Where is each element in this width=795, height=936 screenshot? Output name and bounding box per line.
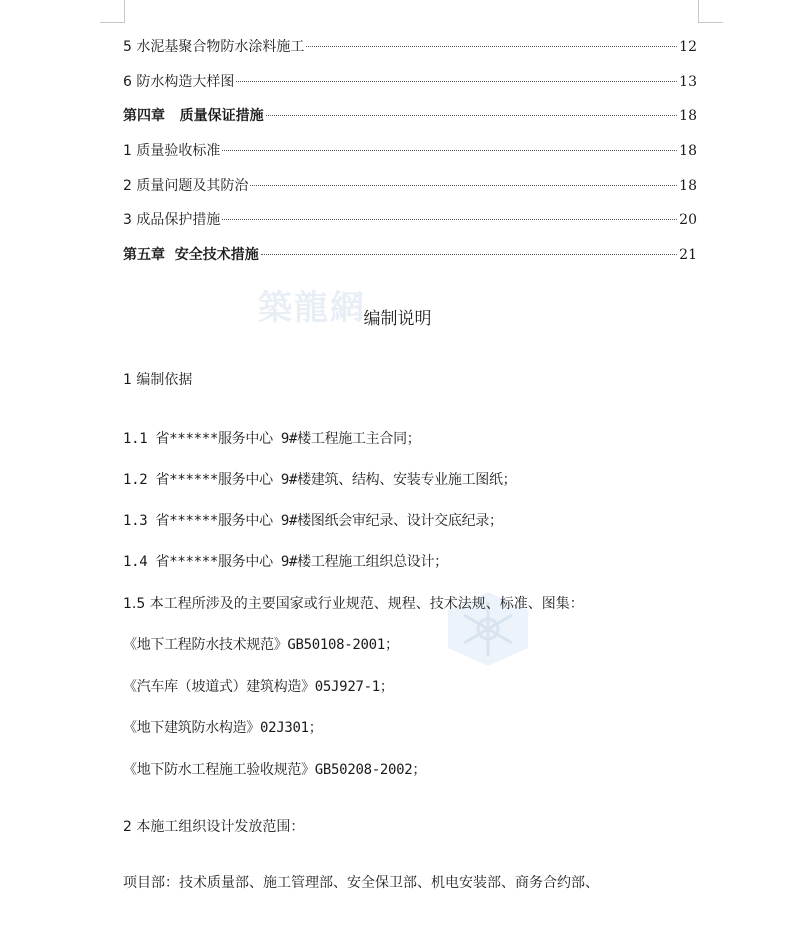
- toc-entry-page: 13: [679, 74, 697, 90]
- toc-entry[interactable]: [123, 140, 697, 160]
- page-corner-mark-right: [698, 0, 723, 23]
- toc-leader-dots: [222, 150, 677, 151]
- page-corner-mark-left: [100, 0, 125, 23]
- toc-entry-page: 18: [679, 143, 697, 159]
- toc-entry-title: 3 成品保护措施: [123, 212, 221, 228]
- toc-entry-title: 1 质量验收标准: [123, 143, 221, 159]
- standard-item: 《地下工程防水技术规范》GB50108-2001；: [123, 637, 399, 653]
- basis-item: 1.1 省******服务中心 9#楼工程施工主合同；: [123, 431, 421, 447]
- toc-entry[interactable]: [123, 105, 697, 125]
- toc-entry-page: 20: [679, 212, 697, 228]
- toc-entry-title: 6 防水构造大样图: [123, 74, 235, 90]
- toc-entry[interactable]: [123, 71, 697, 91]
- toc-entry-title: 第四章 质量保证措施: [123, 108, 264, 124]
- toc-entry[interactable]: [123, 36, 697, 56]
- basis-item: 1.2 省******服务中心 9#楼建筑、结构、安装专业施工图纸；: [123, 472, 517, 488]
- standard-item: 《地下建筑防水构造》02J301；: [123, 720, 323, 736]
- toc-entry[interactable]: [123, 209, 697, 229]
- toc-leader-dots: [261, 254, 677, 255]
- watermark-text: 築龍網: [258, 288, 366, 328]
- toc-leader-dots: [236, 81, 677, 82]
- toc-entry[interactable]: [123, 244, 697, 264]
- toc-leader-dots: [222, 219, 677, 220]
- basis-item: 1.3 省******服务中心 9#楼图纸会审纪录、设计交底纪录；: [123, 513, 503, 529]
- section-title: 1 编制依据: [123, 372, 193, 388]
- toc-entry-page: 12: [679, 39, 697, 55]
- toc-leader-dots: [306, 46, 677, 47]
- toc-entry-title: 2 质量问题及其防治: [123, 178, 249, 194]
- document-heading: 编制说明: [363, 309, 432, 329]
- basis-item: 1.4 省******服务中心 9#楼工程施工组织总设计；: [123, 554, 448, 570]
- toc-entry-title: 第五章 安全技术措施: [123, 247, 259, 263]
- distribution-text: 项目部：技术质量部、施工管理部、安全保卫部、机电安装部、商务合约部、: [123, 875, 599, 891]
- toc-entry-page: 18: [679, 178, 697, 194]
- toc-entry-page: 21: [679, 247, 697, 263]
- basis-item: 1.5 本工程所涉及的主要国家或行业规范、规程、技术法规、标准、图集：: [123, 596, 584, 612]
- toc-leader-dots: [266, 115, 678, 116]
- standard-item: 《汽车库（坡道式）建筑构造》05J927-1；: [123, 679, 394, 695]
- toc-entry-title: 5 水泥基聚合物防水涂料施工: [123, 39, 305, 55]
- section-title: 2 本施工组织设计发放范围：: [123, 819, 305, 835]
- toc-leader-dots: [250, 185, 677, 186]
- standard-item: 《地下防水工程施工验收规范》GB50208-2002；: [123, 762, 427, 778]
- toc-entry[interactable]: [123, 175, 697, 195]
- toc-entry-page: 18: [679, 108, 697, 124]
